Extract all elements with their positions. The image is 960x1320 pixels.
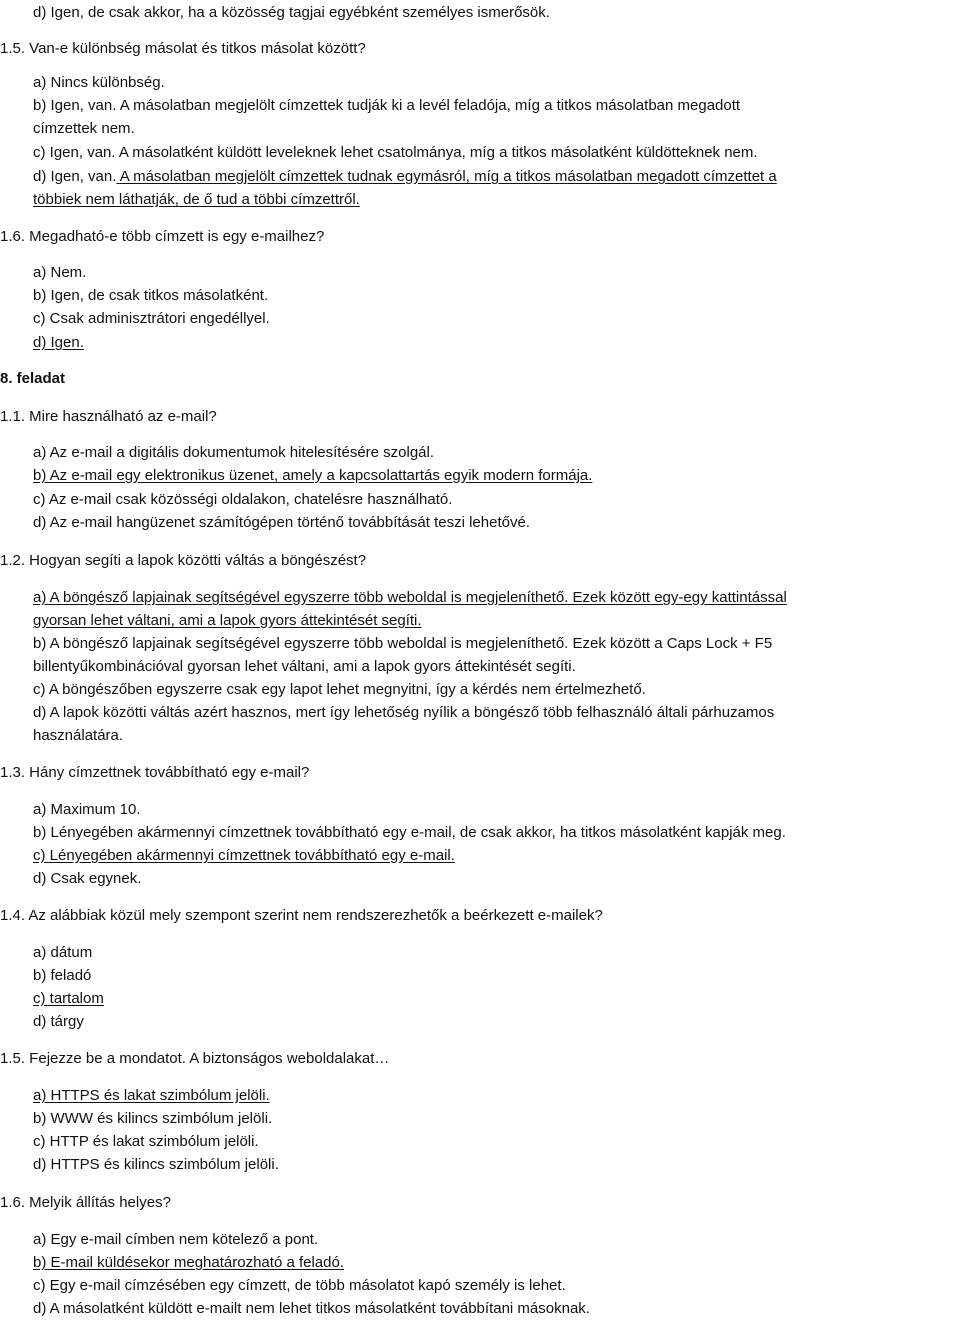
q8-6-option-a: a) Egy e-mail címben nem kötelező a pont. — [33, 1231, 319, 1248]
q8-1-option-c: c) Az e-mail csak közösségi oldalakon, chatelésre használható. — [33, 491, 453, 508]
q8-1-option-b: b) Az e-mail egy elektronikus üzenet, amely a kapcsolattartás egyik modern formája. — [33, 467, 593, 484]
q8-6-option-b: b) E-mail küldésekor meghatározható a feladó. — [33, 1254, 345, 1271]
q8-4-option-c: c) tartalom — [33, 990, 104, 1007]
q5-option-d — [33, 167, 777, 186]
question-8-1-4: 1.4. Az alábbiak közül mely szempont szerint nem rendszerezhetők a beérkezett e-mailek? — [0, 907, 603, 924]
q5-option-a: a) Nincs különbség. — [33, 74, 165, 91]
question-8-1-1: 1.1. Mire használható az e-mail? — [0, 408, 217, 425]
q8-2-option-c: c) A böngészőben egyszerre csak egy lapot lehet megnyitni, így a kérdés nem értelmezhető. — [33, 681, 646, 698]
q8-2-option-b-cont: billentyűkombinációval gyorsan lehet váltani, ami a lapok gyors áttekintését segíti. — [33, 658, 576, 675]
q8-4-option-a: a) dátum — [33, 944, 93, 961]
q5-option-d-prefix: d) Igen, van. — [33, 168, 117, 185]
question-8-1-2: 1.2. Hogyan segíti a lapok közötti váltás a böngészést? — [0, 552, 367, 569]
q8-2-option-d: d) A lapok közötti váltás azért hasznos, mert így lehetőség nyílik a böngésző több felhasználó általi párhuzamos — [33, 704, 775, 721]
q8-5-option-d: d) HTTPS és kilincs szimbólum jelöli. — [33, 1156, 279, 1173]
question-8-1-6: 1.6. Melyik állítás helyes? — [0, 1194, 171, 1211]
q6-option-b: b) Igen, de csak titkos másolatként. — [33, 287, 269, 304]
q8-1-option-a: a) Az e-mail a digitális dokumentumok hitelesítésére szolgál. — [33, 444, 435, 461]
q8-4-option-b: b) feladó — [33, 967, 92, 984]
q8-2-option-b: b) A böngésző lapjainak segítségével egyszerre több weboldal is megjeleníthető. Ezek között a Caps Lock + F5 — [33, 635, 773, 652]
q5-option-c-prefix: c) Igen, van. — [33, 144, 116, 161]
q5-option-b: b) Igen, van. A másolatban megjelölt címzettek tudják ki a levél feladója, míg a titkos másolatban megadott — [33, 97, 741, 114]
q8-2-option-a-cont: gyorsan lehet váltani, ami a lapok gyors áttekintését segíti. — [33, 612, 422, 629]
q6-option-c: c) Csak adminisztrátori engedéllyel. — [33, 310, 270, 327]
q8-5-option-b: b) WWW és kilincs szimbólum jelöli. — [33, 1110, 273, 1127]
question-8-1-3: 1.3. Hány címzettnek továbbítható egy e-mail? — [0, 764, 310, 781]
q8-6-option-d: d) A másolatként küldött e-mailt nem lehet titkos másolatként továbbítani másoknak. — [33, 1300, 590, 1317]
q5-option-d-cont: többiek nem láthatják, de ő tud a többi címzettről. — [33, 191, 360, 208]
q5-option-b-cont: címzettek nem. — [33, 120, 135, 137]
question-1-5: 1.5. Van-e különbség másolat és titkos másolat között? — [0, 40, 366, 57]
q8-5-option-a: a) HTTPS és lakat szimbólum jelöli. — [33, 1087, 270, 1104]
q6-option-a: a) Nem. — [33, 264, 87, 281]
q8-6-option-c: c) Egy e-mail címzésében egy címzett, de több másolatot kapó személy is lehet. — [33, 1277, 566, 1294]
q6-option-d: d) Igen. — [33, 334, 84, 351]
q5-option-d-text: A másolatban megjelölt címzettek tudnak egymásról, míg a titkos másolatban megadott címzettet a — [116, 168, 777, 185]
q8-4-option-d: d) tárgy — [33, 1013, 84, 1030]
q8-3-option-d: d) Csak egynek. — [33, 870, 142, 887]
question-1-6: 1.6. Megadható-e több címzett is egy e-mailhez? — [0, 228, 325, 245]
q8-2-option-d-cont: használatára. — [33, 727, 124, 744]
q8-5-option-c: c) HTTP és lakat szimbólum jelöli. — [33, 1133, 259, 1150]
q8-3-option-a: a) Maximum 10. — [33, 801, 141, 818]
q4-option-d: d) Igen, de csak akkor, ha a közösség tagjai egyébként személyes ismerősök. — [33, 4, 550, 21]
q8-3-option-c: c) Lényegében akármennyi címzettnek továbbítható egy e-mail. — [33, 847, 455, 864]
section-heading: 8. feladat — [0, 370, 66, 387]
q5-option-c-text: A másolatként küldött leveleknek lehet csatolmánya, míg a titkos másolatként küldötteknek nem. — [115, 144, 758, 161]
q8-3-option-b: b) Lényegében akármennyi címzettnek továbbítható egy e-mail, de csak akkor, ha titkos másolatként kapják meg. — [33, 824, 786, 841]
q8-1-option-d: d) Az e-mail hangüzenet számítógépen történő továbbítását teszi lehetővé. — [33, 514, 530, 531]
q8-2-option-a: a) A böngésző lapjainak segítségével egyszerre több weboldal is megjeleníthető. Ezek között egy-egy kattintással — [33, 589, 787, 606]
q5-option-c — [33, 143, 758, 162]
question-8-1-5: 1.5. Fejezze be a mondatot. A biztonságos weboldalakat… — [0, 1050, 390, 1067]
